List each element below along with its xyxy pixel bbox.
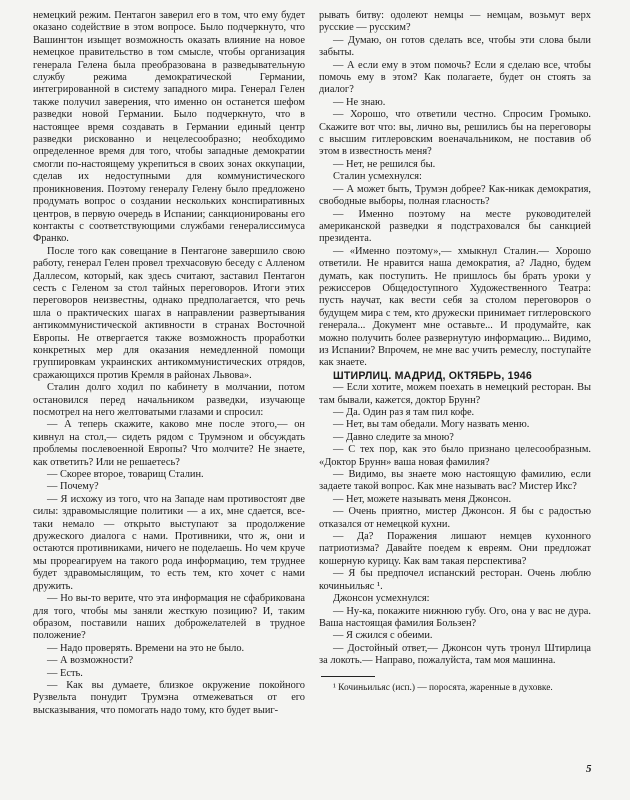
dialogue-line: — Хорошо, что ответили честно. Спросим Громыко. Скажите вот что: вы, лично вы, решились бы на переговоры с высшим гитлеровским военачальником, не поставив об этом в известность меня?	[319, 109, 591, 158]
dialogue-line: — Я исхожу из того, что на Западе нам противостоят две силы: здравомыслящие политики — а их, мне сдается, все-таки немало — открыто выступают за продолжение дружеского диалога с нами. Противники, что ж, они и остаются противниками, ничего не поделаешь. Но чем круче мы прореагируем на такого рода информацию, тем труднее будет здравомыслящим, то есть тем, кто хочет с нами дружить.	[33, 493, 305, 592]
paragraph: немецкий режим. Пентагон заверил его в том, что ему будет оказано содействие в этом вопросе. Было подчеркнуто, что Вашингтон изыщет возможность оказать влияние на новое немецкое правительство в том смысле, чтобы организация генерала Гелена была преобразована в разведывательную службу режима демократической Германии, интегрированной в систему западного мира. Генерал Гелен также получил заверения, что именно он останется шефом разведки новой Германии. Было подчеркнуто, что в настоящее время создавать в Германии единый центр разведки рискованно и нецелесообразно; необходимо определенное время для того, чтобы западные демократии смогли по-настоящему укрепиться в своих зонах оккупации, сделав их недоступными для коммунистического проникновения. Поэтому генералу Гелену было предложено продумать вопрос о создании нескольких конспиративных центров, в первую очередь в Испании; санкционированы его контакты с соответствующими службами генералиссимуса Франко.	[33, 10, 305, 245]
dialogue-line: — «Именно поэтому»,— хмыкнул Сталин.— Хорошо ответили. Не нравится наша демократия, а? Ладно, будем думать, как поступить. Не пришлось бы брать уроки у режиссеров Общедоступного Художественного Театра: пусть научат, как вести себя за столом переговоров о будущем мира с тем, кто дружески принимает гитлеровского генерала... Документ мне оставьте... И продумайте, как можно получить более развернутую информацию... Видимо, из Испании? Впрочем, не мне вас учить ремеслу, поступайте как знаете.	[319, 245, 591, 369]
dialogue-line: — Нет, вы там обедали. Могу назвать меню.	[333, 419, 530, 431]
dialogue-line: — А возможности?	[47, 655, 134, 667]
page-number: 5	[586, 763, 592, 775]
dialogue-line: — Есть.	[47, 667, 83, 679]
dialogue-line: — Думаю, он готов сделать все, чтобы эти слова были забыты.	[319, 34, 591, 59]
dialogue-line: — Нет, можете называть меня Джонсон.	[333, 493, 512, 505]
dialogue-line: — А может быть, Трумэн добрее? Как-никак демократия, свободные выборы, полная гласность?	[319, 183, 591, 208]
dialogue-line: — Но вы-то верите, что эта информация не сфабрикована для того, чтобы мы заняли жесткую позицию? И, таким образом, поставили наших доброжелателей в трудное положение?	[33, 593, 305, 642]
dialogue-line: — Я сжился с обеими.	[333, 630, 433, 642]
dialogue-line: — Видимо, вы знаете мою настоящую фамилию, если задаете такой вопрос. Как мне называть вас? Мистер Икс?	[319, 469, 591, 493]
dialogue-line: — Именно поэтому на месте руководителей американской разведки я подстраховался бы санкцией президента.	[319, 208, 591, 245]
dialogue-line: — Да? Поражения лишают немцев кухонного патриотизма? Давайте поедем к евреям. Они предложат кошерную курицу. Как вам такая перспектива?	[319, 531, 591, 567]
dialogue-line: — Нет, не решился бы.	[333, 158, 436, 170]
dialogue-line: — С тех пор, как это было признано целесообразным. «Доктор Брунн» ваша новая фамилия?	[319, 444, 591, 468]
dialogue-line: — Скорее второе, товарищ Сталин.	[47, 469, 204, 481]
dialogue-line: Джонсон усмехнулся:	[333, 593, 430, 605]
dialogue-line: Сталин усмехнулся:	[333, 171, 422, 183]
dialogue-line: — Надо проверять. Времени на это не было.	[47, 642, 245, 654]
dialogue-line: — Если хотите, можем поехать в немецкий ресторан. Вы там бывали, кажется, доктор Брунн?	[319, 382, 591, 406]
dialogue-line: — Я бы предпочел испанский ресторан. Очень люблю кочиньильяс ¹.	[319, 568, 591, 592]
paragraph: После того как совещание в Пентагоне завершило свою работу, генерал Гелен провел трехчасовую беседу с Алленом Даллесом, который, как здесь считают, заставил Пентагон сесть с Геленом за стол тайных переговоров. Итоги этих переговоров неизвестны, однако предполагается, что речь шла о практических шагах в направлении развертывания антикоммунистической активности в странах Восточной Европы. Не отвергается также возможность проработки конкретных мер для оказания немедленной помощи группировкам украинских антикоммунистических отрядов, сражающихся против Кремля в районах Львова».	[33, 245, 305, 381]
dialogue-line: — Да. Один раз я там пил кофе.	[333, 407, 475, 418]
dialogue-line: — Очень приятно, мистер Джонсон. Я бы с радостью отказался от немецкой кухни.	[319, 506, 591, 530]
left-column	[33, 10, 305, 717]
dialogue-line: — Ну-ка, покажите нижнюю губу. Ого, она у вас не дура. Ваша настоящая фамилия Бользен?	[319, 605, 591, 629]
section-heading: ШТИРЛИЦ. МАДРИД, ОКТЯБРЬ, 1946	[333, 369, 532, 382]
dialogue-line: — А если ему в этом помочь? Если я сделаю все, чтобы помочь ему в этом? Как полагаете, будет он стоять за диалог?	[319, 59, 591, 96]
dialogue-line: — Как вы думаете, близкое окружение покойного Рузвельта понудит Трумэна отмежеваться от его высказывания, что помогать надо тому, кто будет выиг-	[33, 679, 305, 716]
footnote-divider	[321, 676, 375, 677]
dialogue-line: — Давно следите за мною?	[333, 431, 454, 443]
dialogue-line: — А теперь скажите, каково мне после этого,— он кивнул на стол,— сидеть рядом с Трумэном и обсуждать проблемы послевоенной Европы? Что молчите? Не знаете, как ответить? Или не решаетесь?	[33, 419, 305, 468]
dialogue-line: — Не знаю.	[333, 96, 386, 108]
footnote: ¹ Кочиньильяс (исп.) — поросята, жаренные в духовке.	[333, 682, 553, 693]
dialogue-line: — Почему?	[47, 481, 99, 493]
dialogue-line: — Достойный ответ,— Джонсон чуть тронул Штирлица за локоть.— Направо, пожалуйста, там моя машинна.	[319, 642, 591, 667]
dialogue-line: рывать битву: одолеют немцы — немцам, возьмут верх русские — русским?	[319, 10, 591, 34]
right-column	[319, 10, 591, 694]
paragraph: Сталин долго ходил по кабинету в молчании, потом остановился перед начальником разведки, изучающе посмотрел на него желтоватыми глазами и спросил:	[33, 382, 305, 418]
